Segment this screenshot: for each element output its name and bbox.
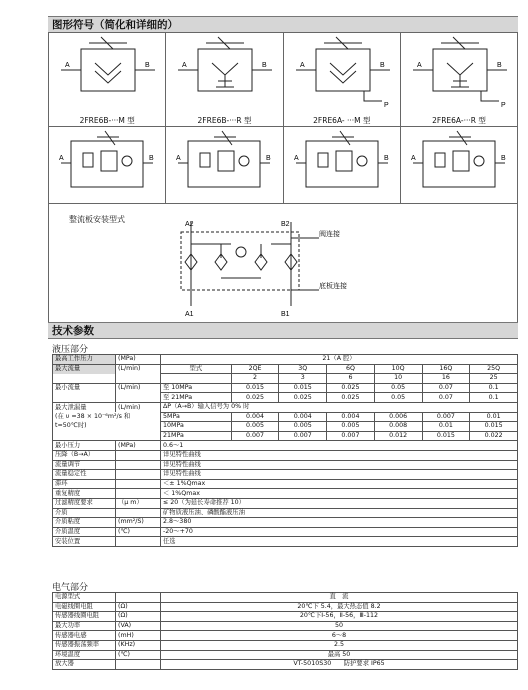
table-row: 最大流量 (L/min) 型式 2QE 3Q 6Q 10Q 16Q 25Q [53, 364, 518, 374]
table-row: 最大泄漏量 (L/min) ΔP（A→B）输入信号为 0% 时 [53, 402, 518, 412]
symbol-caption: 2FRE6B-···R 型 [197, 116, 252, 125]
table-row: 放大器 VT-5010S30 防护要求 IP65 [53, 660, 518, 670]
table-row: 传感器振荡频率 (KHz) 2.5 [53, 640, 518, 650]
simplified-symbol-2fre6b-r [166, 33, 282, 111]
port-a2-label: A2 [185, 221, 194, 228]
port-a1-label: A1 [185, 311, 194, 318]
table-row: (在 υ =38 × 10⁻⁶m²/s 和 5MPa 0.004 0.004 0.004 0.006 0.007 0.01 [53, 412, 518, 422]
port-b-label: B [383, 155, 389, 162]
port-b-label: B [501, 155, 506, 162]
port-b-label: B [145, 62, 150, 69]
symbol-cell [401, 33, 518, 127]
symbol-caption: 2FRE6A- ···M 型 [313, 116, 371, 125]
table-row: 最大功率 (VA) 50 [53, 621, 518, 631]
symbol-cell [166, 33, 283, 127]
symbols-section-title: 图形符号（简化和详细的） [48, 16, 518, 33]
detailed-symbol-cell [49, 127, 166, 204]
subplate-cell [49, 204, 518, 323]
plate-connection-label: 底板连接 [319, 283, 347, 290]
port-b-label: B [266, 155, 271, 162]
port-b-label: B [497, 62, 502, 69]
table-row: 传感器线圈电阻 (Ω) 20℃下Ⅰ-56，Ⅱ-56，Ⅲ-112 [53, 612, 518, 622]
valve-connection-label: 阀连接 [319, 231, 340, 238]
port-a-label: A [176, 155, 181, 162]
table-row: 重复精度 ＜ 1%Qmax [53, 489, 518, 499]
table-row: 过滤精度要求 （μ m） ≤ 20（为延长寿命推荐 10） [53, 498, 518, 508]
detailed-symbol-cell [283, 127, 400, 204]
port-p-label: P [383, 102, 389, 109]
port-b-label: B [379, 62, 385, 69]
simplified-symbol-2fre6a-m [284, 33, 400, 111]
table-row: 滞环 ＜± 1%Qmax [53, 479, 518, 489]
subplate-title: 整流板安装型式 [69, 215, 125, 224]
symbol-grid [48, 32, 518, 323]
port-b-label: B [149, 155, 154, 162]
table-row: 电磁线圈电阻 (Ω) 20℃下 5.4，最大热态值 8.2 [53, 602, 518, 612]
simplified-symbol-2fre6a-r [401, 33, 517, 111]
electrical-title: 电气部分 [52, 583, 89, 593]
table-row: 最小流量 (L/min) 至 10MPa 0.015 0.015 0.025 0.05 0.07 0.1 [53, 383, 518, 393]
table-row: 介质 矿物质液压油、磷酸酯液压油 [53, 508, 518, 518]
hydraulic-table [52, 354, 518, 547]
detailed-symbol-cell [401, 127, 518, 204]
detailed-symbol [401, 127, 517, 199]
port-a-label: A [65, 62, 70, 69]
subplate-diagram [169, 218, 469, 318]
table-row: 最高工作压力 (MPa) 21（A 腔） [53, 355, 518, 365]
port-a-label: A [411, 155, 416, 162]
detailed-symbol [166, 127, 282, 199]
table-row: 安装位置 任选 [53, 537, 518, 547]
symbol-caption: 2FRE6B-···M 型 [79, 116, 135, 125]
port-b2-label: B2 [281, 221, 290, 228]
table-row: 2 3 6 10 16 25 [53, 374, 518, 384]
port-a-label: A [59, 155, 64, 162]
electrical-table [52, 592, 518, 670]
hydraulic-title: 液压部分 [52, 345, 89, 355]
detailed-symbol [284, 127, 400, 199]
table-row: 21MPa 0.007 0.007 0.007 0.012 0.015 0.022 [53, 431, 518, 441]
port-p-label: P [501, 102, 506, 109]
table-row: 最小压力 (MPa) 0.6～1 [53, 441, 518, 451]
table-row: t=50℃时) 10MPa 0.005 0.005 0.005 0.008 0.01 0.015 [53, 422, 518, 432]
detailed-symbol [49, 127, 165, 199]
simplified-symbol-2fre6b-m [49, 33, 165, 111]
table-row: 流量调节 详见特性曲线 [53, 460, 518, 470]
table-row: 介质温度 (℃) -20～+70 [53, 527, 518, 537]
port-a-label: A [182, 62, 187, 69]
port-b1-label: B1 [281, 311, 290, 318]
port-a-label: A [299, 62, 305, 69]
detailed-symbol-cell [166, 127, 283, 204]
table-row: 压降（B→A） 详见特性曲线 [53, 450, 518, 460]
tech-section-title: 技术参数 [48, 322, 518, 339]
port-b-label: B [262, 62, 267, 69]
table-row: 环境温度 (℃) 最高 50 [53, 650, 518, 660]
table-row: 电源型式 直 流 [53, 593, 518, 603]
symbol-caption: 2FRE6A-···R 型 [432, 116, 486, 125]
table-row: 介质粘度 (mm²/S) 2.8～380 [53, 518, 518, 528]
table-row: 传感器电感 (mH) 6～8 [53, 631, 518, 641]
symbol-cell [283, 33, 400, 127]
table-row: 流量稳定性 详见特性曲线 [53, 470, 518, 480]
port-a-label: A [293, 155, 299, 162]
table-row: 至 21MPa 0.025 0.025 0.025 0.05 0.07 0.1 [53, 393, 518, 403]
port-a-label: A [417, 62, 422, 69]
symbol-cell [49, 33, 166, 127]
